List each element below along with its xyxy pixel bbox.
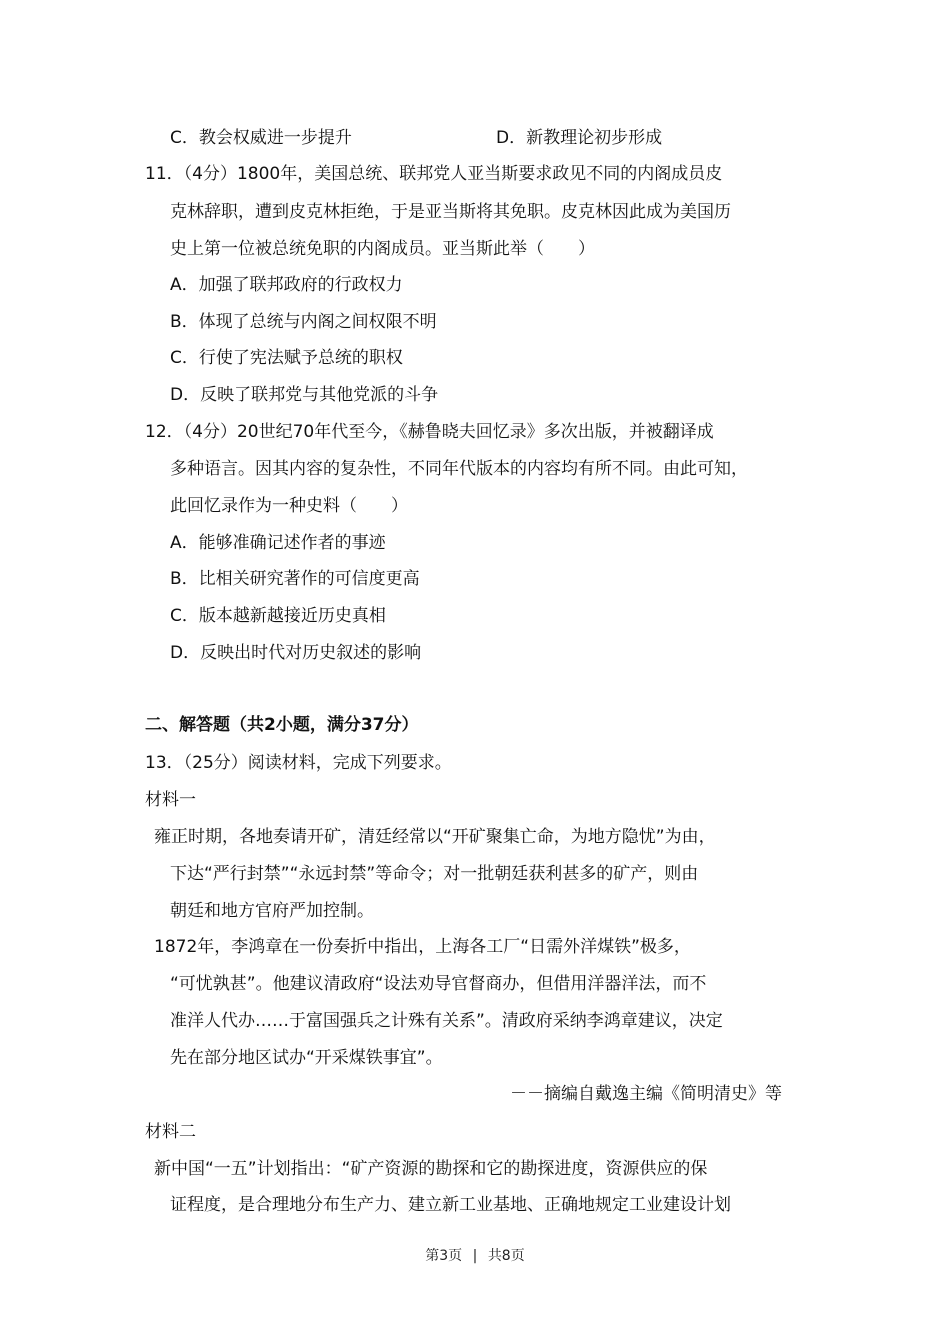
footer-page-number: 第3页 [425,1248,463,1264]
material-2-para-1-line-2: 证程度，是合理地分布生产力、建立新工业基地、正确地规定工业建设计划 [170,1195,731,1215]
q12-option-d: D．反映出时代对历史叙述的影响 [170,643,422,663]
material-1-para-1-line-3: 朝廷和地方官府严加控制。 [170,901,374,921]
q10-option-c: C．教会权威进一步提升 [170,128,352,148]
q11-option-a: A．加强了联邦政府的行政权力 [170,275,403,295]
material-1-source: －－摘编自戴逸主编《简明清史》等 [510,1084,782,1104]
q11-option-c: C．行使了宪法赋予总统的职权 [170,348,403,368]
footer-total-pages: 共8页 [487,1248,525,1264]
q13-stem: 13．（25分）阅读材料，完成下列要求。 [145,753,452,773]
footer-separator: | [472,1248,478,1264]
q12-stem-line-1: 12．（4分）20世纪70年代至今，《赫鲁晓夫回忆录》多次出版，并被翻译成 [145,422,714,442]
q11-option-d: D．反映了联邦党与其他党派的斗争 [170,385,439,405]
q12-option-a: A．能够准确记述作者的事迹 [170,533,386,553]
q12-option-c: C．版本越新越接近历史真相 [170,606,386,626]
material-2-para-1-line-1: 新中国“一五”计划指出：“矿产资源的勘探和它的勘探进度，资源供应的保 [154,1159,708,1179]
material-1-label: 材料一 [145,790,196,810]
material-1-para-2-line-2: “可忧孰甚”。他建议清政府“设法劝导官督商办，但借用洋器洋法，而不 [170,974,707,994]
material-1-para-2-line-3: 准洋人代办……于富国强兵之计殊有关系”。清政府采纳李鸿章建议，决定 [170,1011,723,1031]
material-2-label: 材料二 [145,1122,196,1142]
page-footer [0,1245,950,1265]
q11-stem-line-1: 11．（4分）1800年，美国总统、联邦党人亚当斯要求政见不同的内阁成员皮 [145,164,723,184]
q12-stem-line-2: 多种语言。因其内容的复杂性，不同年代版本的内容均有所不同。由此可知， [170,459,748,479]
q12-option-b: B．比相关研究著作的可信度更高 [170,569,420,589]
q12-stem-line-3: 此回忆录作为一种史料（ ） [170,496,408,516]
q10-option-d: D．新教理论初步形成 [496,128,663,148]
material-1-para-1-line-2: 下达“严行封禁”“永远封禁”等命令；对一批朝廷获利甚多的矿产，则由 [170,864,699,884]
material-1-para-2-line-1: 1872年，李鸿章在一份奏折中指出，上海各工厂“日需外洋煤铁”极多， [154,937,691,957]
section-2-heading: 二、解答题（共2小题，满分37分） [145,715,419,735]
material-1-para-1-line-1: 雍正时期，各地奏请开矿，清廷经常以“开矿聚集亡命，为地方隐忧”为由， [154,827,716,847]
q11-option-b: B．体现了总统与内阁之间权限不明 [170,312,437,332]
q11-stem-line-2: 克林辞职，遭到皮克林拒绝，于是亚当斯将其免职。皮克林因此成为美国历 [170,202,731,222]
q11-stem-line-3: 史上第一位被总统免职的内阁成员。亚当斯此举（ ） [170,239,595,259]
material-1-para-2-line-4: 先在部分地区试办“开采煤铁事宜”。 [170,1048,443,1068]
